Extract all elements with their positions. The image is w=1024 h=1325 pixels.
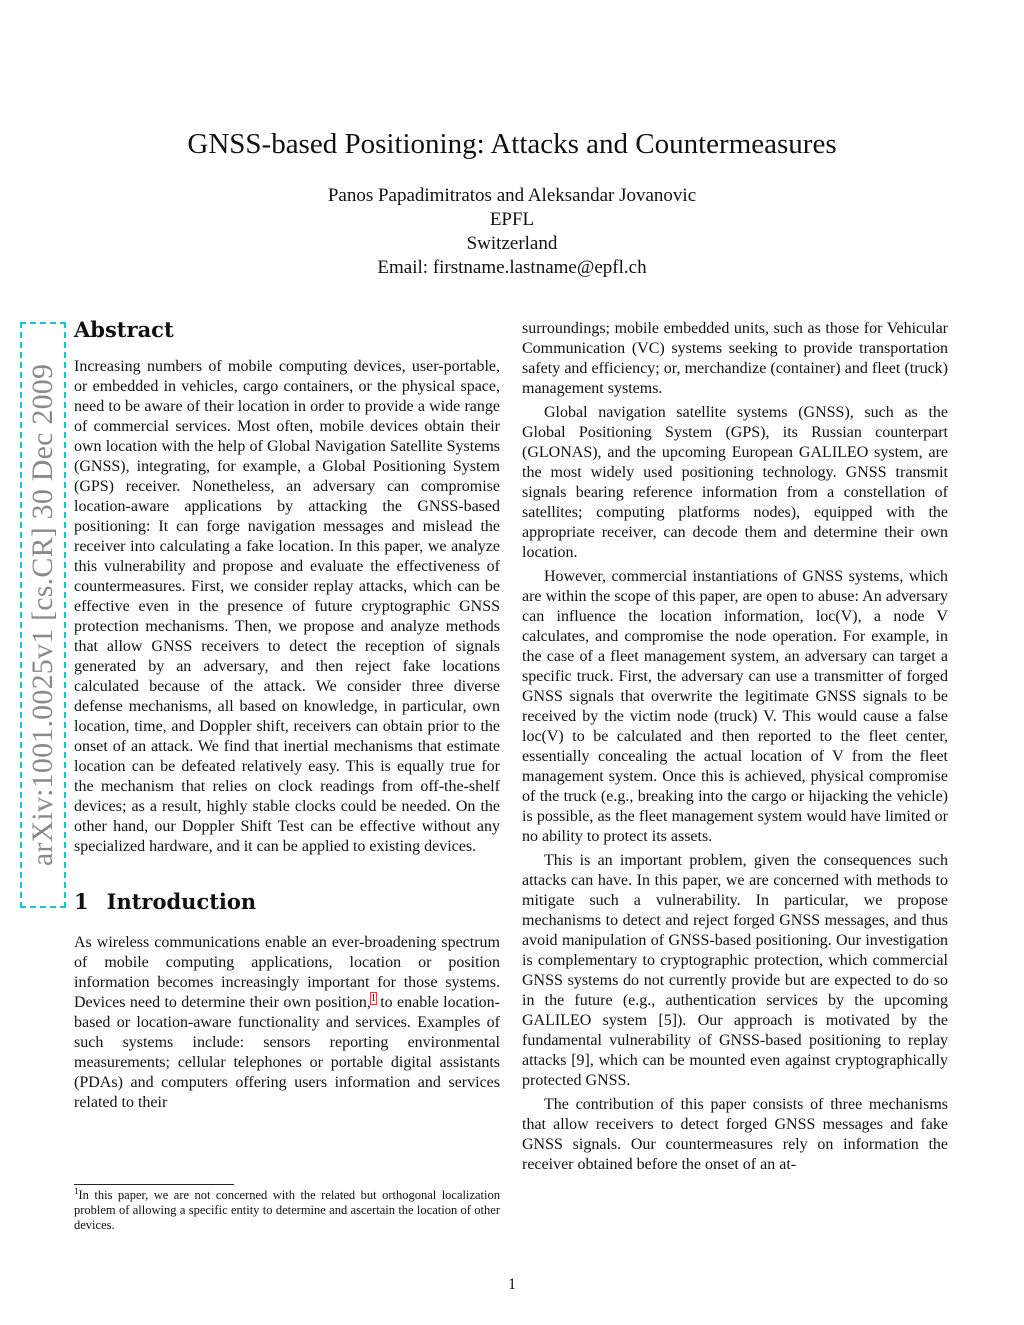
footnote-mark: 1	[74, 1185, 79, 1196]
footnote-text: In this paper, we are not concerned with the related but orthogonal localization problem of allowing a specific entity to determine and ascertain the location of other devices.	[74, 1188, 500, 1232]
author-names: Panos Papadimitratos and Aleksandar Jovanovic	[327, 185, 697, 206]
gnss-paragraph: Global navigation satellite systems (GNSS), such as the Global Positioning System (GPS), its Russian counterpart (GLONAS), and the upcoming European GALILEO system, are the most widely used positioning technology. GNSS transmit signals bearing reference information from a constellation of satellites; computing platforms nodes), equipped with the appropriate receiver, can decode them and determine their own location.	[522, 404, 948, 561]
footnote	[74, 1185, 500, 1233]
paper-title: GNSS-based Positioning: Attacks and Countermeasures	[187, 128, 837, 160]
intro-paragraph-1-end: to enable location-based or location-aware functionality and services. Examples of such systems include: sensors reporting environmental measurements; cellular telephones or portable digital assistants (PDAs) and computers offering users information and services related to their	[74, 994, 501, 1111]
author-block	[0, 184, 1024, 280]
footnote-reference[interactable]: 1	[370, 992, 376, 1004]
arxiv-stamp-box[interactable]	[20, 322, 66, 908]
abuse-paragraph: However, commercial instantiations of GNSS systems, which are within the scope of this paper, are open to abuse: An adversary can influence the location information, loc(V), a node V calculates, and compromise the node operation. For example, in the case of a fleet management system, an adversary can target a specific truck. First, the adversary can use a transmitter of forged GNSS signals that overwrite the legitimate GNSS signals to be received by the victim node (truck) V. This would cause a false loc(V) to be calculated and then reported to the fleet center, essentially concealing the actual location of V from the fleet management system. Once this is achieved, physical compromise of the truck (e.g., breaking into the cargo or hijacking the vehicle) is possible, as the fleet management system would have limited or no ability to protect its assets.	[522, 568, 948, 845]
problem-paragraph: This is an important problem, given the consequences such attacks can have. In this paper, we are concerned with methods to mitigate such a vulnerability. In particular, we propose mechanisms to detect and reject forged GNSS messages, and thus avoid manipulation of GNSS-based positioning. Our investigation is complementary to cryptographic protection, which commercial GNSS systems do not currently provide but are expected to do so in the future (e.g., authentication services by the upcoming GALILEO system [5]). Our approach is motivated by the fundamental vulnerability of GNSS-based positioning to replay attacks [9], which can be mounted even against cryptographically protected GNSS.	[522, 852, 948, 1089]
affiliation: EPFL	[489, 209, 535, 230]
footnote-rule	[74, 1184, 234, 1185]
arxiv-identifier[interactable]: arXiv:1001.0025v1 [cs.CR] 30 Dec 2009	[26, 363, 59, 867]
section-title: Introduction	[106, 889, 257, 914]
right-column	[522, 319, 948, 1175]
intro-paragraph-1-start: As wireless communications enable an ever-broadening spectrum of mobile computing applications, location or position information becomes increasingly important for those systems. Devices need to determine their own position,	[74, 934, 500, 1011]
introduction-heading	[74, 889, 500, 915]
left-column	[74, 317, 500, 1113]
country: Switzerland	[466, 233, 558, 254]
email[interactable]: Email: firstname.lastname@epfl.ch	[377, 257, 647, 278]
page-number: 1	[508, 1276, 516, 1293]
abstract-heading: Abstract	[74, 317, 174, 342]
contribution-paragraph: The contribution of this paper consists of three mechanisms that allow receivers to detect forged GNSS messages and fake GNSS signals. Our countermeasures rely on information the receiver obtained before the onset of an at-	[522, 1096, 948, 1173]
intro-paragraph-1	[74, 933, 500, 1113]
abstract-text: Increasing numbers of mobile computing devices, user-portable, or embedded in vehicles, cargo containers, or the physical space, need to be aware of their location in order to provide a wide range of commercial services. Most often, mobile devices obtain their own location with the help of Global Navigation Satellite Systems (GNSS), integrating, for example, a Global Positioning System (GPS) receiver. Nonetheless, an adversary can compromise location-aware applications by attacking the GNSS-based positioning: It can forge navigation messages and mislead the receiver into calculating a fake location. In this paper, we analyze this vulnerability and propose and evaluate the effectiveness of countermeasures. First, we consider replay attacks, which can be effective even in the presence of future cryptographic GNSS protection mechanisms. Then, we propose and analyze methods that allow GNSS receivers to detect the reception of signals generated by an adversary, and then reject fake locations calculated because of the attack. We consider three diverse defense mechanisms, all based on knowledge, in particular, own location, time, and Doppler shift, receivers can obtain prior to the onset of an attack. We find that inertial mechanisms that estimate location can be defeated relatively easy. This is equally true for the mechanism that relies on clock readings from off-the-shelf devices; as a result, highly stable clocks could be needed. On the other hand, our Doppler Shift Test can be effective without any specialized hardware, and it can be applied to existing devices.	[74, 358, 500, 855]
section-number: 1	[74, 889, 89, 914]
intro-paragraph-continued: surroundings; mobile embedded units, such as those for Vehicular Communication (VC) systems seeking to provide transportation safety and efficiency; or, merchandize (container) and fleet (truck) management systems.	[522, 320, 948, 397]
